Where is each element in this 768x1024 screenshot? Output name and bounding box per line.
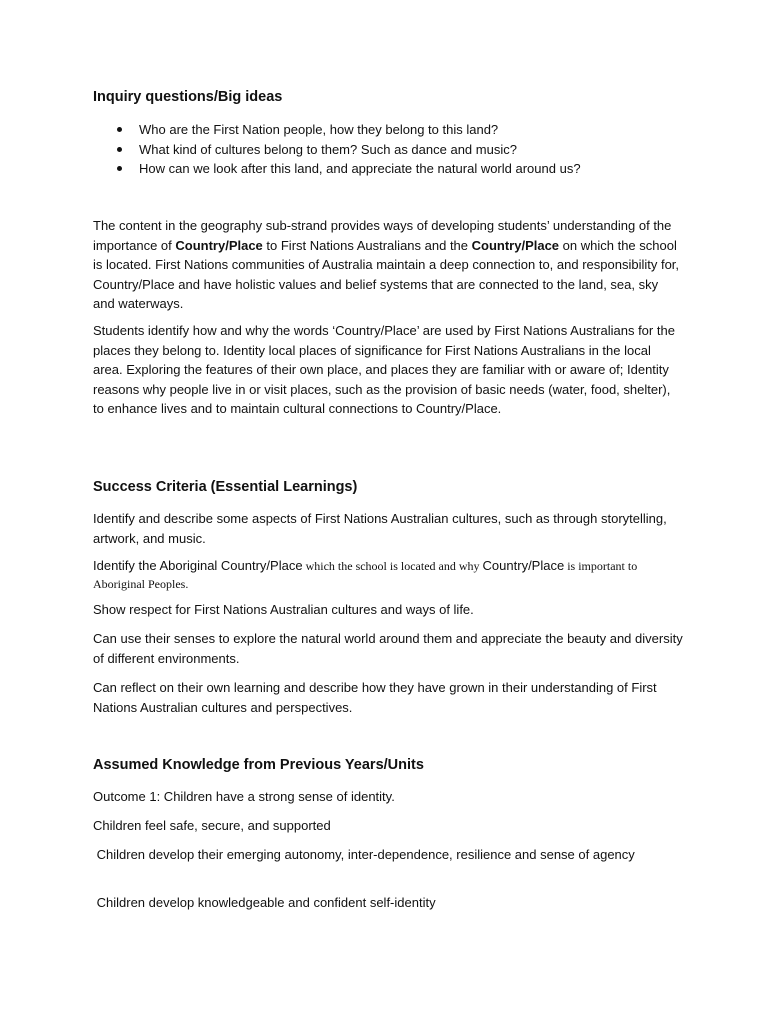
assumed-item-3: Children develop their emerging autonomy, inter-dependence, resilience and sense of agency [93, 847, 635, 862]
list-item [93, 140, 581, 160]
paragraph-text: to First Nations Australians and the [262, 237, 472, 253]
assumed-item-4: Children develop knowledgeable and confident self-identity [93, 895, 436, 910]
paragraph-text: on which the school is located. First Nations communities of Australia maintain a deep connection to, and responsibility for, Country/Place and have holistic values and belief systems that are connected to the land, sea, sky and waterways. [93, 237, 680, 311]
content-paragraph-2: Students identify how and why the words ‘Country/Place’ are used by First Nations Australians for the places they belong to. Identity local places of significance for First Nations Australians in the local area. Exploring the features of their own place, and places they are familiar with or aware of; Identity reasons why people live in or visit places, such as the provision of basic needs (water, food, shelter), to enhance lives and to maintain cultural connections to Country/Place. [93, 323, 675, 416]
success-criteria-heading: Success Criteria (Essential Learnings) [93, 479, 358, 495]
bullet-icon [117, 166, 122, 171]
content-paragraph-1 [93, 216, 683, 314]
success-criterion-2 [93, 557, 683, 593]
success-criterion-1: Identify and describe some aspects of First Nations Australian cultures, such as through storytelling, artwork, and music. [93, 511, 667, 546]
bullet-icon [117, 147, 122, 152]
assumed-item-1: Outcome 1: Children have a strong sense of identity. [93, 789, 395, 804]
assumed-item-2: Children feel safe, secure, and supported [93, 818, 331, 833]
success-criterion-4: Can use their senses to explore the natural world around them and appreciate the beauty and diversity of different environments. [93, 631, 683, 666]
bold-term: Country/Place [471, 237, 560, 253]
success-criterion-3: Show respect for First Nations Australian cultures and ways of life. [93, 602, 474, 617]
inquiry-question: How can we look after this land, and appreciate the natural world around us? [139, 161, 581, 176]
bold-term: Country/Place [175, 237, 263, 253]
criterion-text: Country/Place [482, 558, 565, 573]
inquiry-heading: Inquiry questions/Big ideas [93, 89, 283, 105]
list-item [93, 120, 581, 140]
criterion-text-serif: is important to Aboriginal Peoples. [93, 559, 638, 591]
success-criterion-5: Can reflect on their own learning and describe how they have grown in their understanding of First Nations Australian cultures and perspectives. [93, 680, 657, 715]
criterion-text: Identify the Aboriginal Country/Place [93, 558, 303, 573]
inquiry-question-list [93, 120, 581, 179]
inquiry-question: Who are the First Nation people, how they belong to this land? [139, 122, 499, 137]
list-item [93, 159, 581, 179]
assumed-knowledge-heading: Assumed Knowledge from Previous Years/Units [93, 757, 424, 773]
bullet-icon [117, 127, 122, 132]
paragraph-text: The content in the geography sub-strand provides ways of developing students’ understanding of the importance of [93, 218, 672, 253]
criterion-text-serif: which the school is located and why [302, 559, 483, 573]
inquiry-question: What kind of cultures belong to them? Such as dance and music? [139, 141, 517, 157]
